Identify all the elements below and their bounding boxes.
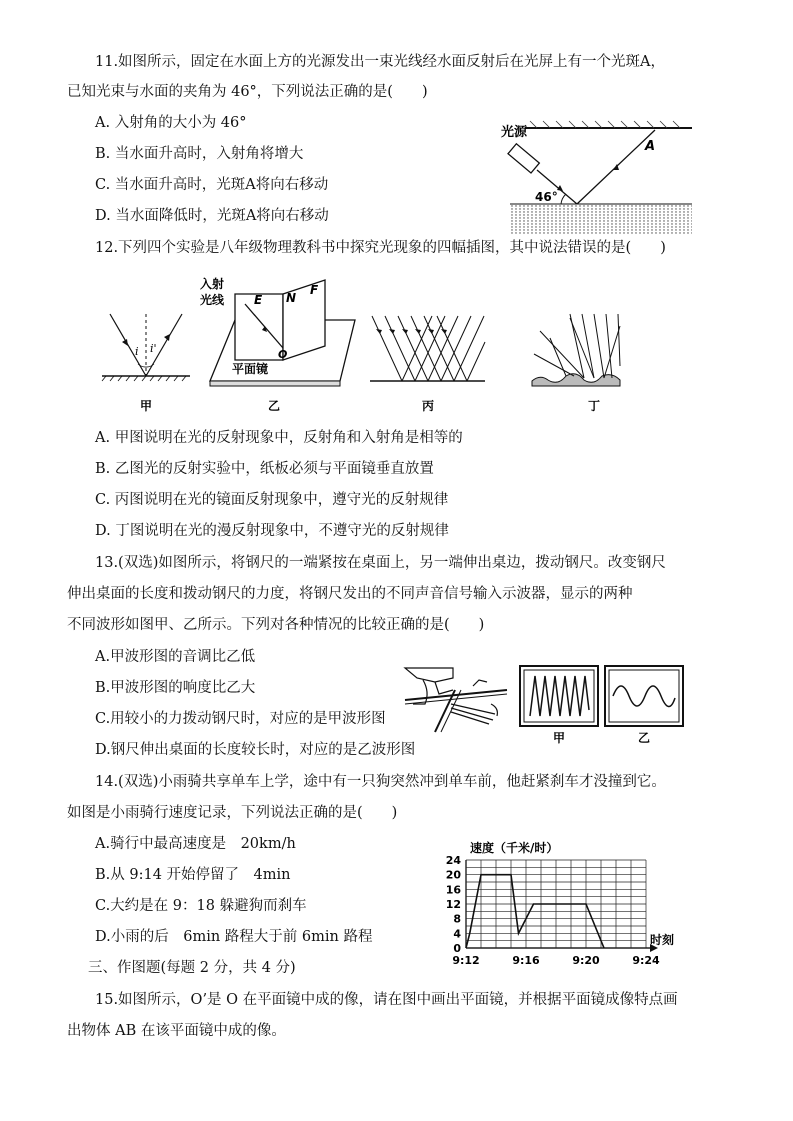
q11-label-spot: A [645,139,656,154]
label-F: F [310,283,319,297]
speed-time-chart [440,838,700,972]
q14-option-b: B.从 9:14 开始停留了 4min [95,867,291,883]
q11-option-d: D. 当水面降低时，光斑A将向右移动 [95,208,329,224]
section-3-title: 三、作图题(每题 2 分，共 4 分) [88,960,296,976]
label-O: O [278,348,288,361]
q12-option-c: C. 丙图说明在光的镜面反射现象中，遵守光的反射规律 [95,492,449,508]
q11-option-b: B. 当水面升高时，入射角将增大 [95,146,304,162]
q13-figure [395,660,695,746]
q13-option-a: A.甲波形图的音调比乙低 [95,649,256,665]
y-tick-label: 16 [445,883,461,897]
q13-option-b: B.甲波形图的响度比乙大 [95,680,256,696]
y-tick-label: 20 [445,868,461,882]
q13-stem-line1: 13.(双选)如图所示，将钢尺的一端紧按在桌面上，另一端伸出桌边，拨动钢尺。改变钢尺 [95,555,666,571]
label-i-prime: i' [150,342,157,355]
label-incident-2: 光线 [200,293,225,307]
q12-option-d: D. 丁图说明在光的漫反射现象中，不遵守光的反射规律 [95,523,449,539]
figure-ding [532,314,620,386]
caption-yi: 乙 [268,399,281,413]
q11-figure [495,118,695,236]
y-tick-label: 24 [445,854,461,867]
y-tick-label: 0 [453,942,461,955]
q13-stem-line2: 伸出桌面的长度和拨动钢尺的力度，将钢尺发出的不同声音信号输入示波器，显示的两种 [67,586,633,602]
x-tick-label: 9:24 [632,954,660,967]
figure-yi [200,276,355,386]
ruler-table-sketch [405,668,507,732]
label-incident-1: 入射 [200,277,225,291]
q11-label-angle: 46° [535,190,558,204]
q13-option-c: C.用较小的力拨动钢尺时，对应的是甲波形图 [95,711,386,727]
caption-ding: 丁 [588,399,601,413]
q12-option-b: B. 乙图光的反射实验中，纸板必须与平面镜垂直放置 [95,461,434,477]
caption-jia: 甲 [140,399,153,413]
label-E: E [254,293,263,307]
y-tick-label: 4 [453,927,461,941]
q12-stem: 12.下列四个实验是八年级物理教科书中探究光现象的四幅插图，其中说法错误的是( ) [95,240,666,256]
q11-option-a: A. 入射角的大小为 46° [95,115,247,131]
q13-stem-line3: 不同波形如图甲、乙所示。下列对各种情况的比较正确的是( ) [67,617,485,633]
figure-bing [370,316,485,381]
y-tick-label: 12 [445,898,461,911]
label-N: N [286,291,297,305]
label-i: i [135,345,139,358]
q11-option-c: C. 当水面升高时，光斑A将向右移动 [95,177,329,193]
x-tick-label: 9:20 [572,954,600,967]
x-tick-label: 9:12 [452,954,480,967]
q13-option-d: D.钢尺伸出桌面的长度较长时，对应的是乙波形图 [95,742,416,758]
q14-option-c: C.大约是在 9：18 躲避狗而刹车 [95,898,307,914]
q11-stem-line1: 11.如图所示，固定在水面上方的光源发出一束光线经水面反射后在光屏上有一个光斑A， [95,54,666,70]
chart-xlabel: 时刻 [650,933,675,947]
q15-stem-line1: 15.如图所示，O’是 O 在平面镜中成的像，请在图中画出平面镜，并根据平面镜成像特点画 [95,992,678,1008]
figure-jia [102,314,190,381]
caption-wave-yi: 乙 [638,731,651,745]
y-tick-label: 8 [453,912,461,926]
q14-option-d: D.小雨的后 6min 路程大于前 6min 路程 [95,929,373,945]
q12-option-a: A. 甲图说明在光的反射现象中，反射角和入射角是相等的 [95,430,463,446]
caption-bing: 丙 [422,399,435,413]
q14-stem-line1: 14.(双选)小雨骑共享单车上学，途中有一只狗突然冲到单车前，他赶紧刹车才没撞到它。 [95,774,666,790]
caption-wave-jia: 甲 [553,731,566,745]
q14-option-a: A.骑行中最高速度是 20km/h [95,836,296,852]
chart-ylabel: 速度（千米/时） [470,841,559,855]
q11-label-source: 光源 [501,125,528,140]
q11-stem-line2: 已知光束与水面的夹角为 46°，下列说法正确的是( ) [67,84,428,100]
q14-stem-line2: 如图是小雨骑行速度记录，下列说法正确的是( ) [67,805,398,821]
label-mirror: 平面镜 [232,362,269,376]
x-tick-label: 9:16 [512,954,540,967]
q12-figures [100,276,670,416]
q15-stem-line2: 出物体 AB 在该平面镜中成的像。 [67,1023,286,1039]
